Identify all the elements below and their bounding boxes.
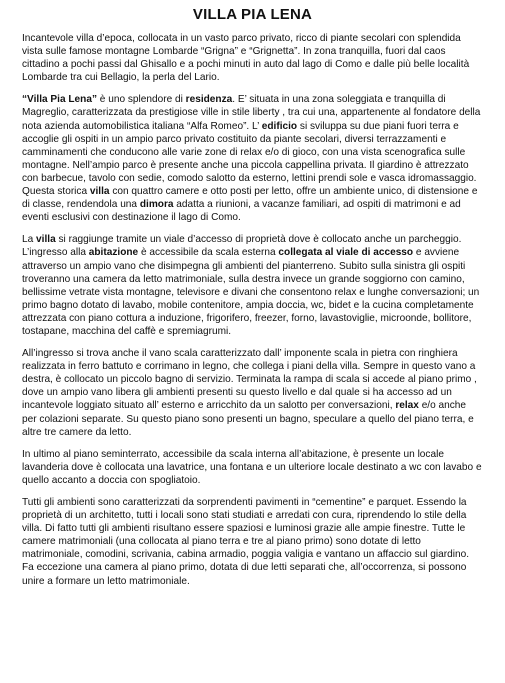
first-floor-paragraph: All’ingresso si trova anche il vano scala caratterizzato dall’ imponente scala in pietra con ringhiera realizzata in ferro battuto e corrimano in legno, che collega i piani della villa. Sempre in questo vano a destra, è collocato un piccolo bagno di servizio. Terminata la rampa di scala si accede al piano primo , dove un ampio vano libera gli ambienti presenti su questo livello e dal quale si ha accesso ad un incantevole loggiato situato all’ esterno e arricchito da un salotto per conversazioni, relax e/o anche per colazioni separate. Su questo piano sono presenti un bagno, speculare a quello del piano terra, e altre tre camere da letto.	[22, 348, 477, 438]
residence-paragraph: “Villa Pia Lena” è uno splendore di residenza. E’ situata in una zona soleggiata e tranquilla di Magreglio, caratterizzata da prestigiose ville in stile liberty , tra cui una, appartenente al fondatore della nota azienda automobilistica italiana “Alfa Romeo”. L’ edificio si sviluppa su due piani fuori terra e accoglie gli ospiti in un ampio parco privato costituito da piante secolari, diversi terrazzamenti e camminamenti che conducono alle varie zone di relax e/o di gioco, con una vista scenografica sulle montagne. Nell’ampio parco è presente anche una piccola cappellina privata. Il giardino è attrezzato con barbecue, tavolo con sedie, comodo salotto da esterno, lettini prendi sole e vasca idromassaggio. Questa storica villa con quattro camere e otto posti per letto, offre un ambiente unico, di distensione e di classe, rendendola una dimora adatta a riunioni, a vacanze familiari, ad ospiti di matrimoni e ad eventi esclusivi con destinazione il lago di Como.	[22, 94, 481, 224]
document-title: VILLA PIA LENA	[192, 6, 313, 23]
villa-name-bold: “Villa Pia Lena”	[22, 94, 97, 106]
intro-paragraph: Incantevole villa d’epoca, collocata in un vasto parco privato, ricco di piante secolari con splendida vista sulle famose montagne Lombarde “Grigna” e “Grignetta”. In zona tranquilla, fuori dal caos cittadino a pochi passi dal Ghisallo e a pochi minuti in auto dal lago di Como e dalle più belle località Lombarde tra cui Bellagio, la perla del Lario.	[22, 33, 470, 84]
interiors-paragraph: Tutti gli ambienti sono caratterizzati da sorprendenti pavimenti in “cementine” e parquet. Essendo la proprietà di un architetto, tutti i locali sono stati studiati e arredati con cura, riprendendo lo stile della villa. Di fatto tutti gli ambienti risultano essere spaziosi e luminosi grazie alle ampie finestre. Tutte le camere matrimoniali (una collocata al piano terra e tre al piano primo) sono dotate di letto matrimoniale, comodini, scrivania, cabina armadio, poggia valigia e vantano un affaccio sul giardino. Fa eccezione una camera al piano primo, dotata di due letti separati che, all’occorrenza, si possono unire a formare un letto matrimoniale.	[22, 497, 469, 587]
basement-paragraph: In ultimo al piano seminterrato, accessibile da scala interna all’abitazione, è presente un locale lavanderia dove è collocata una lavatrice, una fontana e un ulteriore locale destinato a wc con lavabo e quello accanto a doccia con spogliatoio.	[22, 448, 482, 486]
access-paragraph: La villa si raggiunge tramite un viale d’accesso di proprietà dove è collocato anche un parcheggio. L’ingresso alla abitazione è accessibile da scala esterna collegata al viale di accesso e avviene attraverso un ampio vano che disimpegna gli ambienti del pianterreno. Subito sulla sinistra gli ospiti troveranno una camera da letto matrimoniale, sulla destra invece un grande soggiorno con camino, bellissime vetrate vista montagne, televisore e divani che consentono relax e lunghe conversazioni; un primo bagno dotato di lavabo, mobile contenitore, ampia doccia, wc, bidet e la cucina completamente attrezzata con piano cottura a induzione, frigorifero, freezer, forno, lavastoviglie, microonde, bollitore, tostapane, macchina del caffè e spremiagrumi.	[22, 234, 480, 337]
